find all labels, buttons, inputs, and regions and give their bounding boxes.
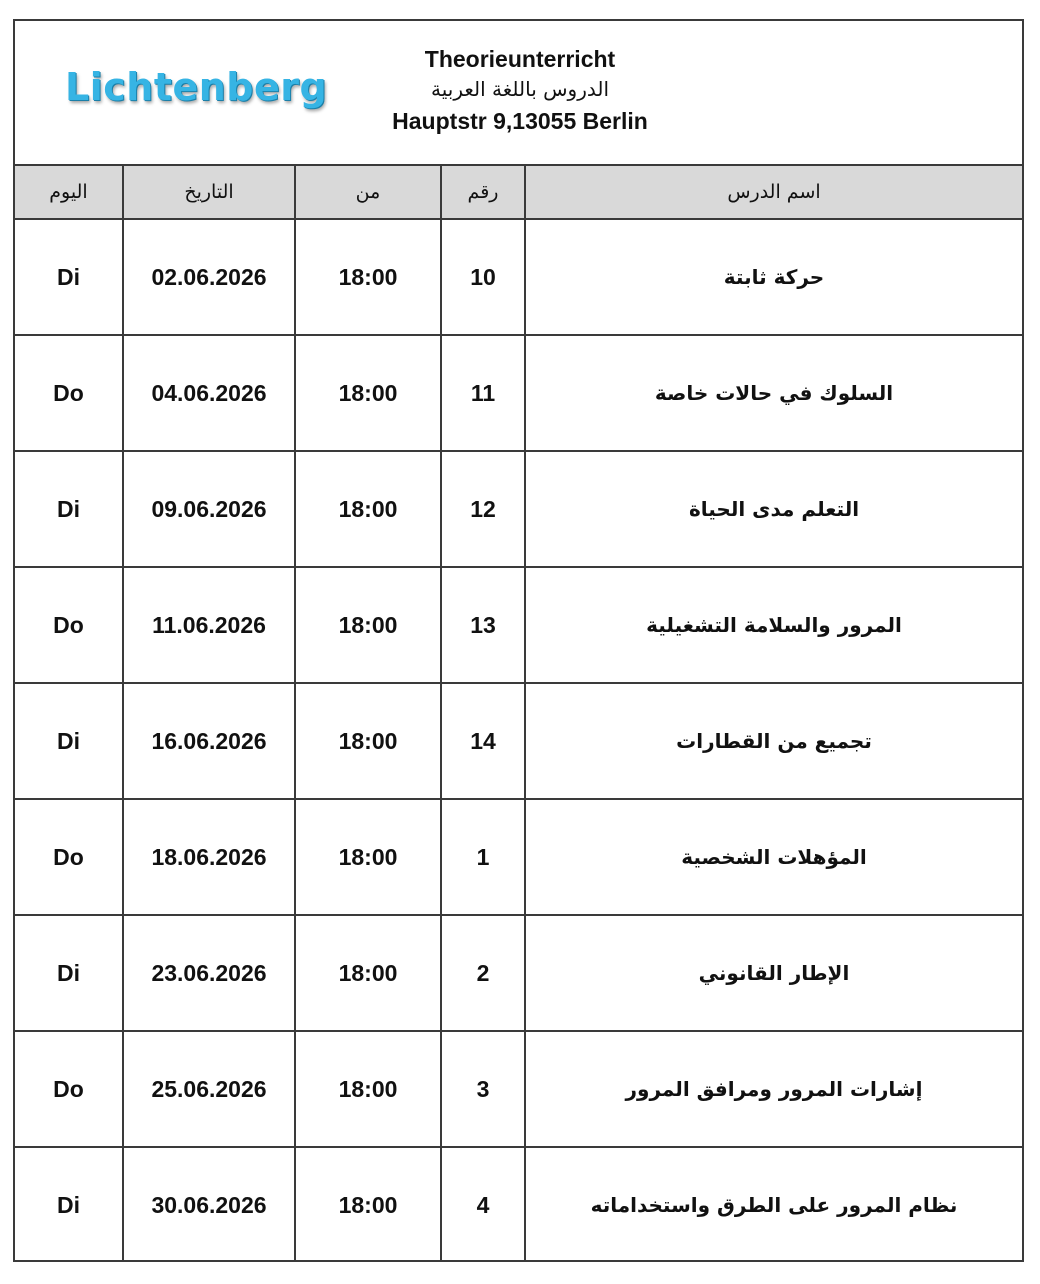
cell-date: 16.06.2026: [123, 683, 295, 799]
cell-number: 2: [441, 915, 525, 1031]
cell-date: 30.06.2026: [123, 1147, 295, 1262]
schedule-sheet: [13, 19, 1024, 1262]
document-header: [15, 21, 1022, 166]
cell-day: Do: [15, 1031, 123, 1147]
cell-lesson-name: السلوك في حالات خاصة: [525, 335, 1022, 451]
column-header-date: التاريخ: [123, 166, 295, 219]
cell-number: 12: [441, 451, 525, 567]
table-row: [15, 335, 1022, 451]
cell-from: 18:00: [295, 451, 441, 567]
cell-lesson-name: نظام المرور على الطرق واستخداماته: [525, 1147, 1022, 1262]
cell-from: 18:00: [295, 1147, 441, 1262]
cell-date: 02.06.2026: [123, 219, 295, 335]
cell-number: 11: [441, 335, 525, 451]
cell-lesson-name: حركة ثابتة: [525, 219, 1022, 335]
cell-date: 18.06.2026: [123, 799, 295, 915]
document-address: Hauptstr 9,13055 Berlin: [392, 108, 648, 134]
cell-date: 11.06.2026: [123, 567, 295, 683]
column-header-day: اليوم: [15, 166, 123, 219]
cell-date: 23.06.2026: [123, 915, 295, 1031]
cell-number: 14: [441, 683, 525, 799]
cell-from: 18:00: [295, 799, 441, 915]
document-title: Theorieunterricht: [424, 46, 616, 72]
column-header-number: رقم: [441, 166, 525, 219]
table-row: [15, 683, 1022, 799]
table-row: [15, 915, 1022, 1031]
cell-from: 18:00: [295, 335, 441, 451]
cell-from: 18:00: [295, 219, 441, 335]
table-row: [15, 1147, 1022, 1262]
cell-number: 13: [441, 567, 525, 683]
cell-day: Di: [15, 1147, 123, 1262]
table-row: [15, 567, 1022, 683]
cell-day: Di: [15, 451, 123, 567]
title-block: [360, 43, 680, 139]
cell-day: Di: [15, 915, 123, 1031]
cell-day: Do: [15, 335, 123, 451]
table-header-row: [15, 166, 1022, 219]
table-row: [15, 799, 1022, 915]
cell-day: Do: [15, 799, 123, 915]
cell-from: 18:00: [295, 915, 441, 1031]
cell-lesson-name: إشارات المرور ومرافق المرور: [525, 1031, 1022, 1147]
cell-number: 1: [441, 799, 525, 915]
column-header-lesson: اسم الدرس: [525, 166, 1022, 219]
column-header-from: من: [295, 166, 441, 219]
table-row: [15, 1031, 1022, 1147]
cell-lesson-name: الإطار القانوني: [525, 915, 1022, 1031]
lichtenberg-logo: Lichtenberg: [65, 65, 328, 109]
cell-number: 10: [441, 219, 525, 335]
cell-from: 18:00: [295, 683, 441, 799]
table-row: [15, 451, 1022, 567]
cell-date: 09.06.2026: [123, 451, 295, 567]
cell-lesson-name: المؤهلات الشخصية: [525, 799, 1022, 915]
cell-date: 25.06.2026: [123, 1031, 295, 1147]
cell-number: 3: [441, 1031, 525, 1147]
cell-date: 04.06.2026: [123, 335, 295, 451]
table-row: [15, 219, 1022, 335]
cell-number: 4: [441, 1147, 525, 1262]
cell-lesson-name: التعلم مدى الحياة: [525, 451, 1022, 567]
cell-day: Do: [15, 567, 123, 683]
cell-day: Di: [15, 683, 123, 799]
cell-lesson-name: المرور والسلامة التشغيلية: [525, 567, 1022, 683]
cell-from: 18:00: [295, 1031, 441, 1147]
schedule-table: [15, 166, 1022, 1262]
cell-from: 18:00: [295, 567, 441, 683]
cell-day: Di: [15, 219, 123, 335]
cell-lesson-name: تجميع من القطارات: [525, 683, 1022, 799]
document-subtitle: الدروس باللغة العربية: [431, 77, 609, 101]
